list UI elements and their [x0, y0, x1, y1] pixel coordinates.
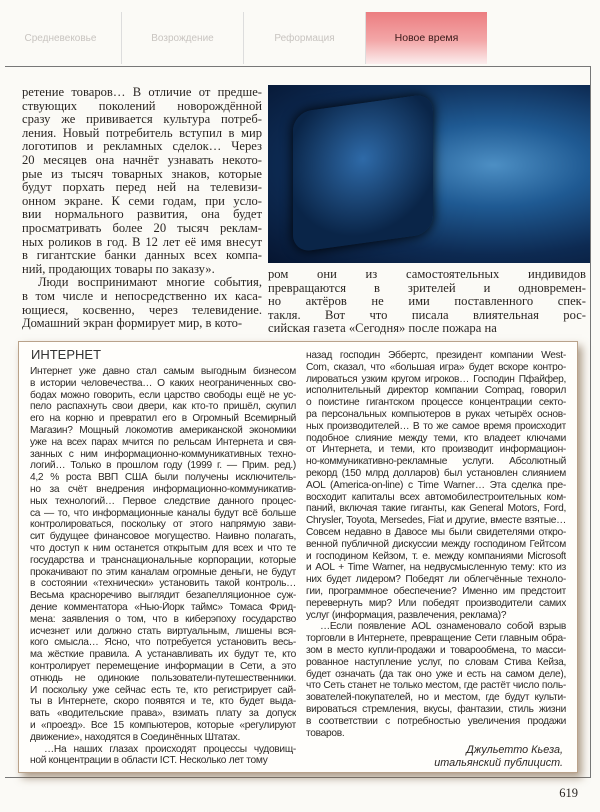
text-line: ствующих поколений новорождённой [22, 99, 262, 113]
text-line: что доступ к ним останется открытым для всех и что те [30, 542, 296, 554]
text-line: Домашний экран формирует мир, в кото- [22, 317, 243, 331]
text-line: занных с ним информационно-коммуникативных техно- [30, 448, 296, 460]
text-line: ра персональных компьютеров в руках четырёх основ- [306, 408, 566, 420]
text-line: ма жёсткие правила. А устанавливать их будут те, кто [30, 649, 296, 661]
text-line: контролироваться, поскольку от этого напрямую зави- [30, 519, 296, 531]
box-right-column [306, 350, 566, 739]
text-line: ний, продающих товары по заказу». [22, 262, 215, 276]
text-line: ты в Интернете, скоро появятся и те, кто будет выда- [30, 696, 296, 708]
text-line: товаров. [306, 727, 345, 739]
text-line: исчезнет или должно стать виртуальным, лишены вся- [30, 625, 296, 637]
text-line: венной публичной дискуссии между господином Гейтсом [306, 538, 566, 550]
box-title: ИНТЕРНЕТ [31, 347, 102, 362]
text-line: Интернет уже давно стал самым выгодным бизнесом [30, 366, 296, 377]
text-line: но-коммуникативно-рекламные услуги. Абсолютный [306, 456, 566, 468]
text-line: восходит капиталы всех автомобилестроительных ком- [306, 491, 566, 503]
text-line: …На наших глазах происходят процессы чудовищ- [44, 743, 296, 755]
text-line: …Если появление AOL ознаменовало собой взрыв [320, 621, 566, 633]
text-line: такля. Вот что писала влиятельная рос- [268, 308, 586, 322]
text-line: 4,2 % роста ВВП США были получены исключитель- [30, 472, 296, 484]
text-line: но актёров не ими поставленного спек- [268, 295, 586, 309]
signature-name: Джульетто Кьеза, [466, 744, 563, 756]
text-line: са — то, что информационные каналы будут всё больше [30, 507, 296, 519]
box-left-column [30, 366, 296, 767]
text-line: но за счёт внедрения информационно-коммуникатив- [30, 483, 296, 495]
text-line: услуг (информация, развлечения, реклама)? [306, 609, 507, 621]
tab-middle-ages: Средневековье [0, 12, 122, 64]
text-line: и «проезд». Все 15 компьютеров, которые «регулируют [30, 719, 296, 731]
tab-reformation: Реформация [244, 12, 366, 64]
text-line: сийская газета «Сегодня» после пожара на [268, 322, 497, 336]
sidebar-box-internet [18, 341, 578, 773]
text-line: И поскольку уже сейчас есть те, кто регистрирует сай- [30, 684, 296, 696]
text-line: Chrysler, Toyota, Mersedes, Fiat и другие, вместе взятые… [306, 515, 566, 527]
text-line: сит будущее финансовое могущество. Наивно полагать, [30, 531, 296, 543]
right-column-text [268, 268, 586, 336]
text-line: и господином Кейзом, т. е. между компаниями Microsoft [306, 550, 566, 562]
text-line: вии нормального развития, она будет [22, 208, 262, 222]
text-line: что Сеть станет не только местом, где растёт число поль- [306, 680, 566, 692]
text-line: ных роликов в год. В 12 лет её имя внесут [22, 235, 262, 249]
text-line: онном экране. К семи годам, при усло- [22, 194, 262, 208]
text-line: Com, сказал, что «большая игра» будет вскоре контро- [306, 361, 566, 373]
text-line: дение комментатора «Нью-Йорк таймс» Томаса Фрид- [30, 601, 296, 613]
text-line: AOL (America-on-line) с Time Warner… Эта сделка пре- [306, 479, 566, 491]
text-line: сразу же прививается культура потреб- [22, 113, 262, 127]
text-line: ром они из самостоятельных индивидов [268, 268, 586, 281]
text-line: логий… Только в прошлом году (1999 г. — Прим. ред.) [30, 460, 296, 472]
text-line: перевернуть мир? Или победят производители самих [306, 597, 566, 609]
text-line: будут порхать перед ней на телевизи- [22, 181, 262, 195]
text-line: рые из тысяч товарных знаков, которые [22, 167, 262, 181]
text-line: превращаются в зрителей и одновремен- [268, 281, 586, 295]
tab-modern-times: Новое время [366, 12, 487, 64]
section-tabs [0, 12, 487, 64]
text-line: бодах можно говорить, если царство свободы ещё не ус- [30, 389, 296, 401]
text-line: ной концентрации в области ICT. Несколько лет тому [30, 755, 268, 767]
text-line: в соответствии с потребностью увеличения продажи [306, 715, 566, 727]
text-line: назад господин Эббертс, президент компании West- [306, 350, 566, 361]
text-line: зователей-покупателей, но и местом, где будут культи- [306, 692, 566, 704]
text-line: них будет лидером? Победят ли облегчённые техноло- [306, 574, 566, 586]
text-line: исполнительный директор компании Compaq, говорил [306, 385, 566, 397]
text-line: ления. Новый потребитель вступил в мир [22, 126, 262, 140]
text-line: рованное наступление услуг, по словам Стива Кейза, [306, 656, 566, 668]
tab-renaissance: Возрождение [122, 12, 244, 64]
text-line: контролирует перемещение информации в Сети, а это [30, 660, 296, 672]
text-line: в истории человечества… О каких неограниченных сво- [30, 377, 296, 389]
text-line: лироваться узким кругом игроков… Господин Пфайфер, [306, 373, 566, 385]
text-line: рекорд (150 млрд долларов) был установлен слиянием [306, 467, 566, 479]
text-line: вать «водительские права», взимать плату за допуск [30, 708, 296, 720]
text-line: вироваться стремления, вкусы, фантазии, стиль жизни [306, 703, 566, 715]
text-line: 20 месяцев она начнёт узнавать некото- [22, 153, 262, 167]
text-line: государства и транснациональные корпорации, которые [30, 554, 296, 566]
text-line: ных производителей… В то же самое время происходит [306, 420, 566, 432]
text-line: кого смысла… Ясно, что потребуется установить весь- [30, 637, 296, 649]
signature-role: итальянский публицист. [434, 757, 563, 769]
text-line: в состоянии «технически» установить такой контроль… [30, 578, 296, 590]
text-line: будет означать (да так оно уже и есть на самом деле), [306, 668, 566, 680]
text-line: ющиеся, косвенно, через телевидение. [22, 303, 262, 317]
text-line: от Интернета, и теми, кто производит информацион- [306, 444, 566, 456]
text-line: ных технологий… Первое следствие данного процес- [30, 495, 296, 507]
text-line: паний, включая такие гиганты, как General Motors, Ford, [306, 503, 566, 515]
text-line: пело распахнуть свои двери, как кто-то пришёл, скупил [30, 401, 296, 413]
text-line: прокачивают по этим каналам огромные деньги, не будут [30, 566, 296, 578]
text-line: зом в место купли-продажи и товарообмена, то масси- [306, 644, 566, 656]
illustration-tv-chips [268, 85, 590, 263]
text-line: его на корню и превратил его в Огромный Всемирный [30, 413, 296, 425]
text-line: движение», находятся в Соединённых Штатах. [30, 731, 241, 743]
text-line: торговли в Интернете, превращение Сети главным обра- [306, 633, 566, 645]
text-line: Люди воспринимают многие события, [38, 276, 262, 290]
text-line: отнюдь не одинокие пользователи-путешественники. [30, 672, 296, 684]
text-line: Магазин? Мощный локомотив американской экономики [30, 424, 296, 436]
text-line: Совсем недавно в Давосе мы были свидетелями откро- [306, 526, 566, 538]
text-line: мена: заявления о том, что в киберэпоху государство [30, 613, 296, 625]
tv-screen-graphic [293, 93, 433, 253]
text-line: логотипов и рекламных сделок… Через [22, 140, 262, 154]
text-line: гии, программное обеспечение? Именно им предстоит [306, 585, 566, 597]
text-line: и AOL + Time Warner, на недвусмысленную тему: кто из [306, 562, 566, 574]
text-line: в том числе и непосредственно их каса- [22, 289, 262, 303]
text-line: просматривать более 20 тысяч реклам- [22, 221, 262, 235]
text-line: подобное слияние между теми, кто владеет ключами [306, 432, 566, 444]
text-line: о поистине гигантском процессе концентрации секто- [306, 397, 566, 409]
left-column-text [22, 86, 262, 331]
text-line: уже на всех парах мчится по рельсам Интернета и свя- [30, 436, 296, 448]
text-line: Весьма красноречиво выглядит безапелляционное суж- [30, 590, 296, 602]
text-line: ретение товаров… В отличие от предше- [22, 86, 262, 99]
page-number: 619 [559, 786, 578, 800]
text-line: в гигантские банки данных всех компа- [22, 249, 262, 263]
